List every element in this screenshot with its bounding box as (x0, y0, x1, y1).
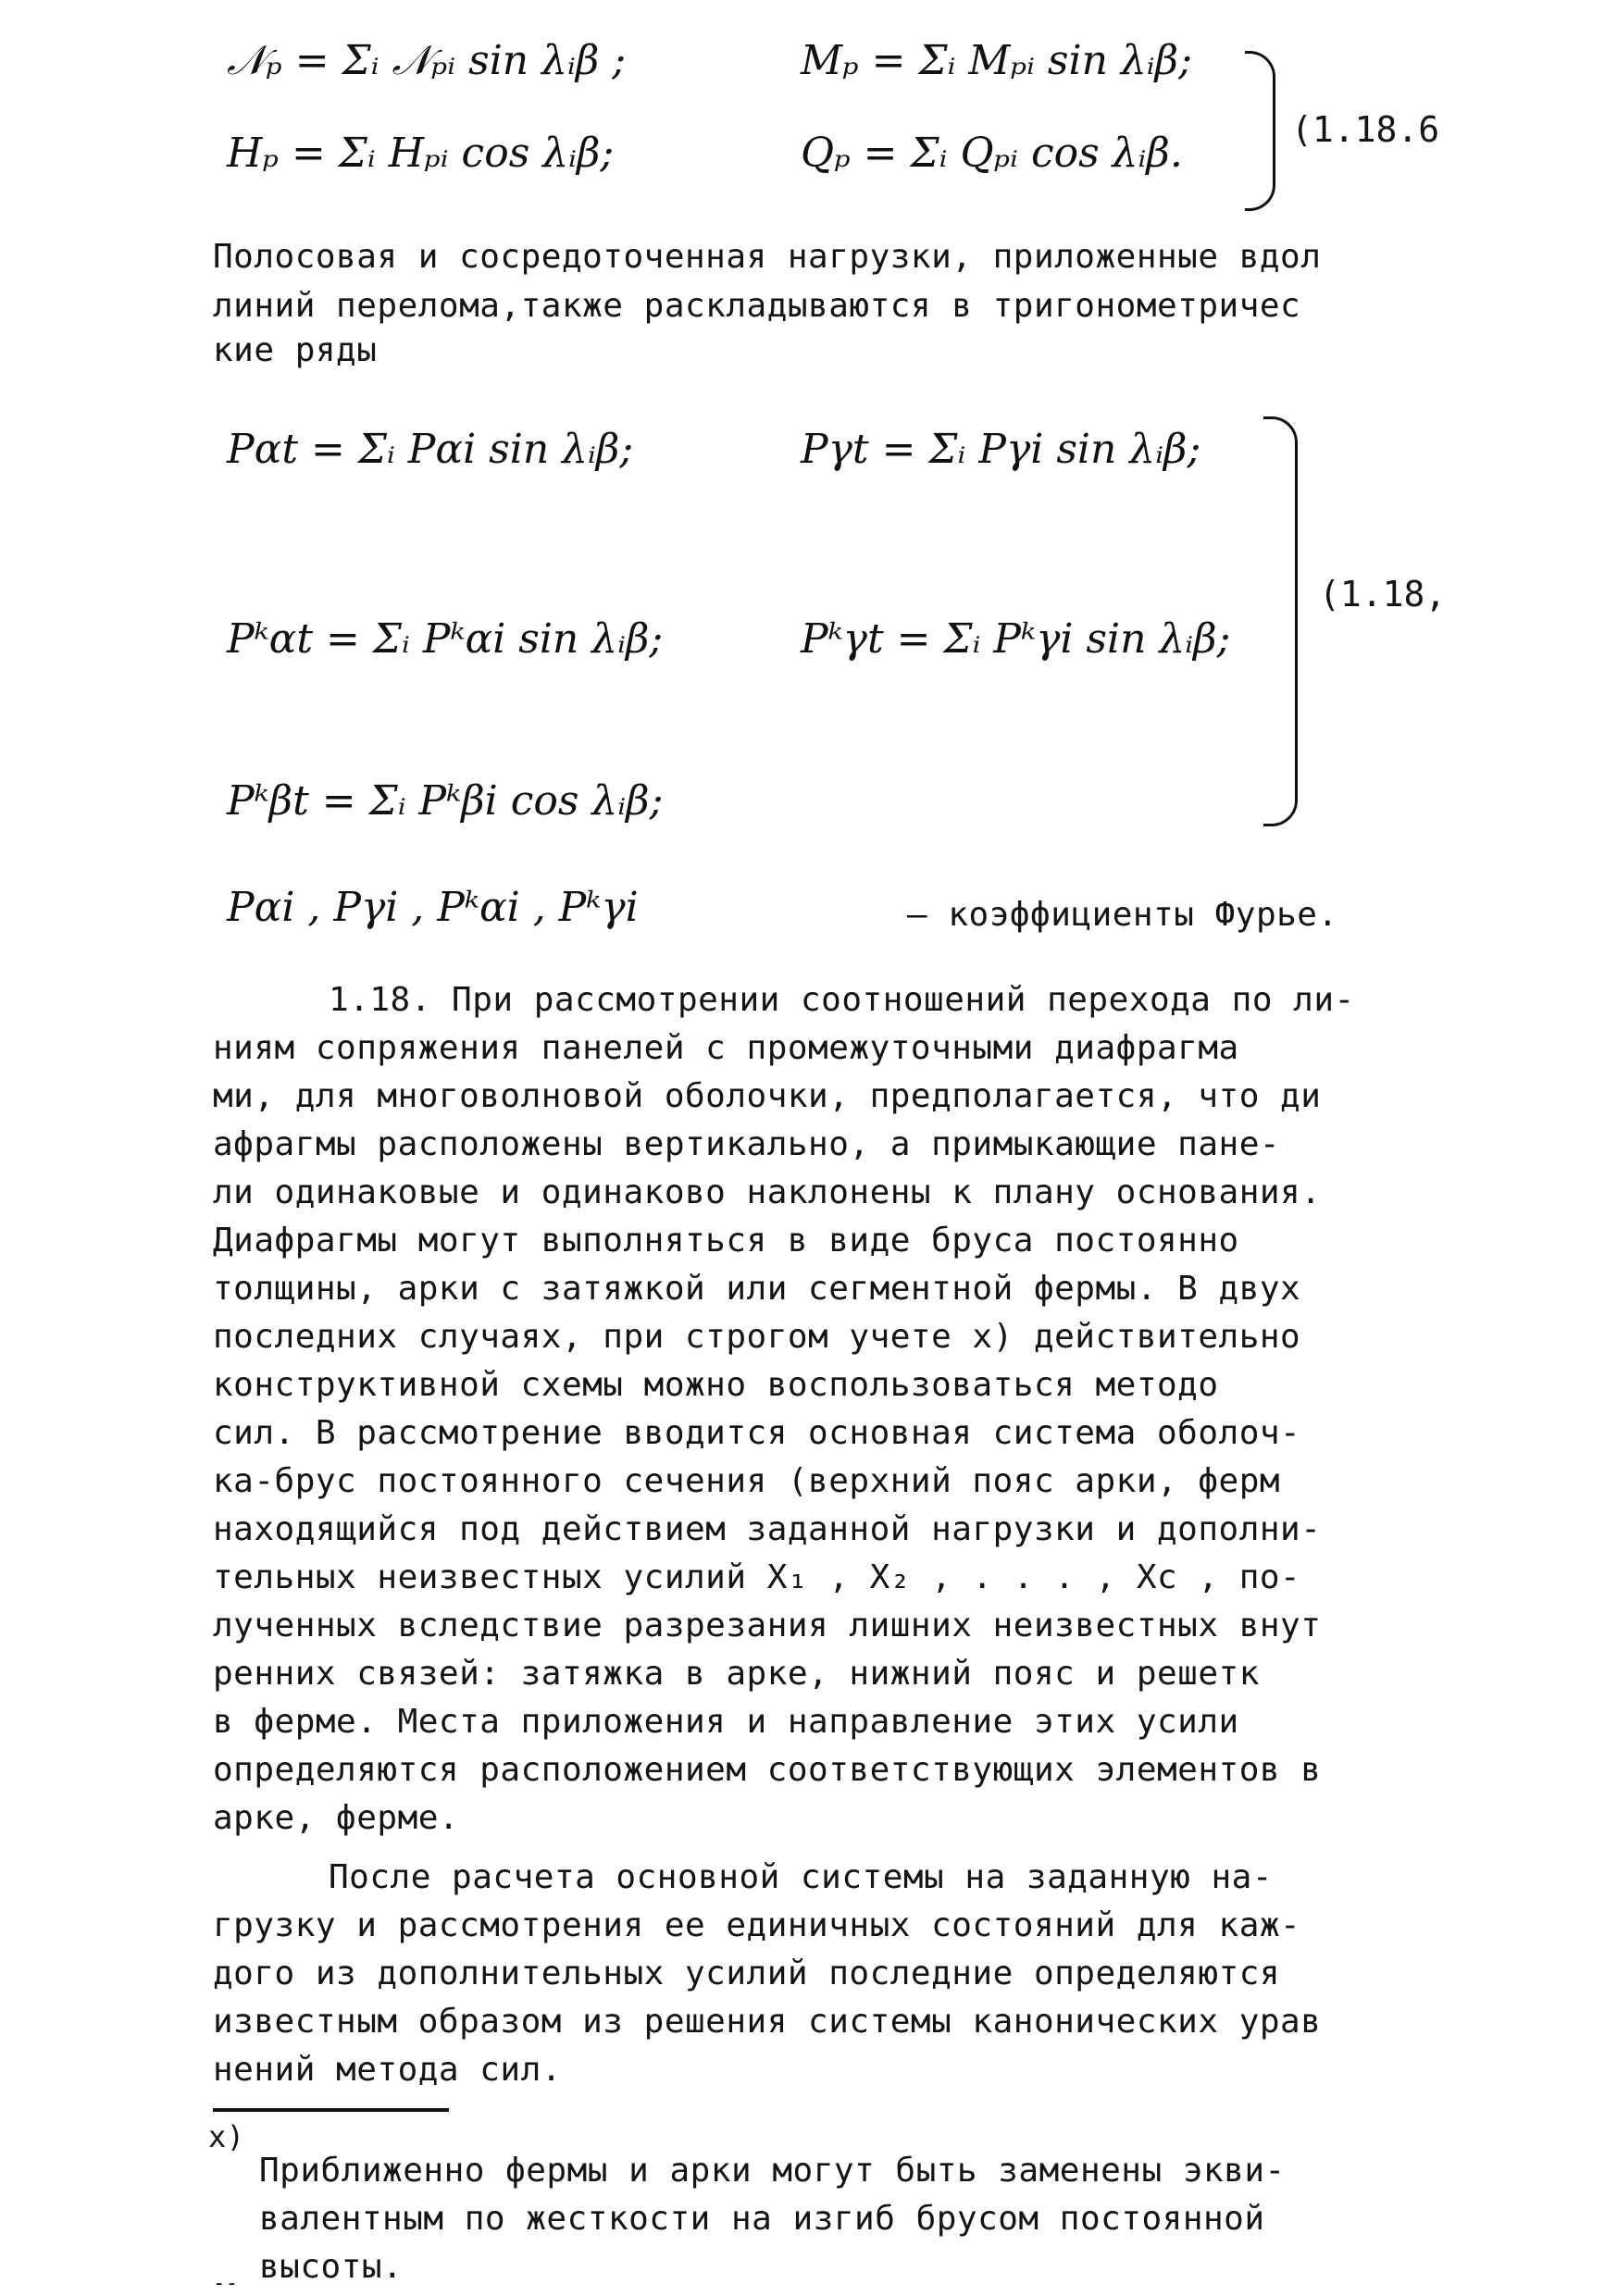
footnote-marker: x) (208, 2119, 245, 2154)
equation-mp: Mₚ = Σᵢ Mₚᵢ sin λᵢβ; (801, 37, 1192, 84)
text-line: валентным по жесткости на изгиб брусом постоянной (259, 2200, 1265, 2238)
text-line: После расчета основной системы на заданную на- (329, 1858, 1273, 1896)
equation-np: 𝒩ₚ = Σᵢ 𝒩ₚᵢ sin λᵢβ ; (227, 37, 627, 84)
fourier-symbols: Pαi , Pγi , Pᵏαi , Pᵏγi (227, 884, 639, 931)
text-line: конструктивной схемы можно воспользоваться методо (213, 1366, 1219, 1404)
text-line: ли одинаковые и одинаково наклонены к плану основания. (213, 1173, 1322, 1211)
text-line: кие ряды (213, 331, 378, 369)
text-line: находящийся под действием заданной нагрузки и дополни- (213, 1510, 1322, 1548)
equation-pk-alpha-t: Pᵏαt = Σᵢ Pᵏαi sin λᵢβ; (227, 615, 664, 663)
fourier-label: – коэффициенты Фурье. (907, 896, 1338, 934)
text-line: арке, ферме. (213, 1799, 460, 1837)
text-line: ренних связей: затяжка в арке, нижний пояс и решетк (213, 1655, 1260, 1693)
text-line: грузку и рассмотрения ее единичных состояний для каж- (213, 1906, 1301, 1944)
text-line: ка-брус постоянного сечения (верхний пояс арки, ферм (213, 1462, 1281, 1500)
text-line: Полосовая и сосредоточенная нагрузки, приложенные вдол (213, 238, 1322, 276)
text-line: Диафрагмы могут выполняться в виде бруса постоянно (213, 1222, 1239, 1260)
text-line: нений метода сил. (213, 2051, 562, 2089)
text-line: ми, для многоволновой оболочки, предполагается, что ди (213, 1077, 1322, 1115)
text-line: высоты. (259, 2248, 404, 2286)
brace-loads-upper (1263, 416, 1298, 604)
equation-hp: Hₚ = Σᵢ Hₚᵢ cos λᵢβ; (227, 130, 615, 177)
brace-loads-lower (1263, 602, 1298, 826)
text-line: 1.18. При рассмотрении соотношений перехода по ли- (329, 981, 1355, 1019)
equation-p-gamma-t: Pγt = Σᵢ Pγi sin λᵢβ; (801, 426, 1201, 473)
text-line: афрагмы расположены вертикально, а примыкающие пане- (213, 1125, 1281, 1163)
text-line: Приближенно фермы и арки могут быть заменены экви- (259, 2152, 1286, 2190)
text-line: последних случаях, при строгом учете x) действительно (213, 1318, 1301, 1356)
text-line: тельных неизвестных усилий X₁ , X₂ , . . . , Xc , по- (213, 1558, 1301, 1596)
page-number: -- (213, 2272, 239, 2295)
text-line: сил. В рассмотрение вводится основная система оболоч- (213, 1414, 1301, 1452)
text-line: в ферме. Места приложения и направление этих усили (213, 1703, 1239, 1741)
brace-top-upper (1245, 51, 1275, 118)
equation-pk-gamma-t: Pᵏγt = Σᵢ Pᵏγi sin λᵢβ; (801, 615, 1231, 663)
text-line: толщины, арки с затяжкой или сегментной фермы. В двух (213, 1270, 1301, 1308)
text-line: линий перелома,также раскладываются в тригонометричес (213, 287, 1301, 325)
text-line: лученных вследствие разрезания лишних неизвестных внут (213, 1607, 1322, 1644)
text-line: дого из дополнительных усилий последние определяются (213, 1955, 1281, 1992)
equation-qp: Qₚ = Σᵢ Qₚᵢ cos λᵢβ. (801, 130, 1183, 177)
equation-number-1-18: (1.18, (1319, 574, 1447, 614)
footnote-rule (213, 2108, 449, 2112)
text-line: ниям сопряжения панелей с промежуточными диафрагма (213, 1029, 1239, 1067)
equation-number-1-18-6: (1.18.6 (1291, 109, 1440, 150)
equation-p-alpha-t: Pαt = Σᵢ Pαi sin λᵢβ; (227, 426, 634, 473)
text-line: определяются расположением соответствующих элементов в (213, 1751, 1322, 1789)
text-line: известным образом из решения системы канонических урав (213, 2003, 1322, 2041)
equation-pk-beta-t: Pᵏβt = Σᵢ Pᵏβi cos λᵢβ; (227, 777, 664, 825)
brace-top-lower (1245, 116, 1275, 211)
